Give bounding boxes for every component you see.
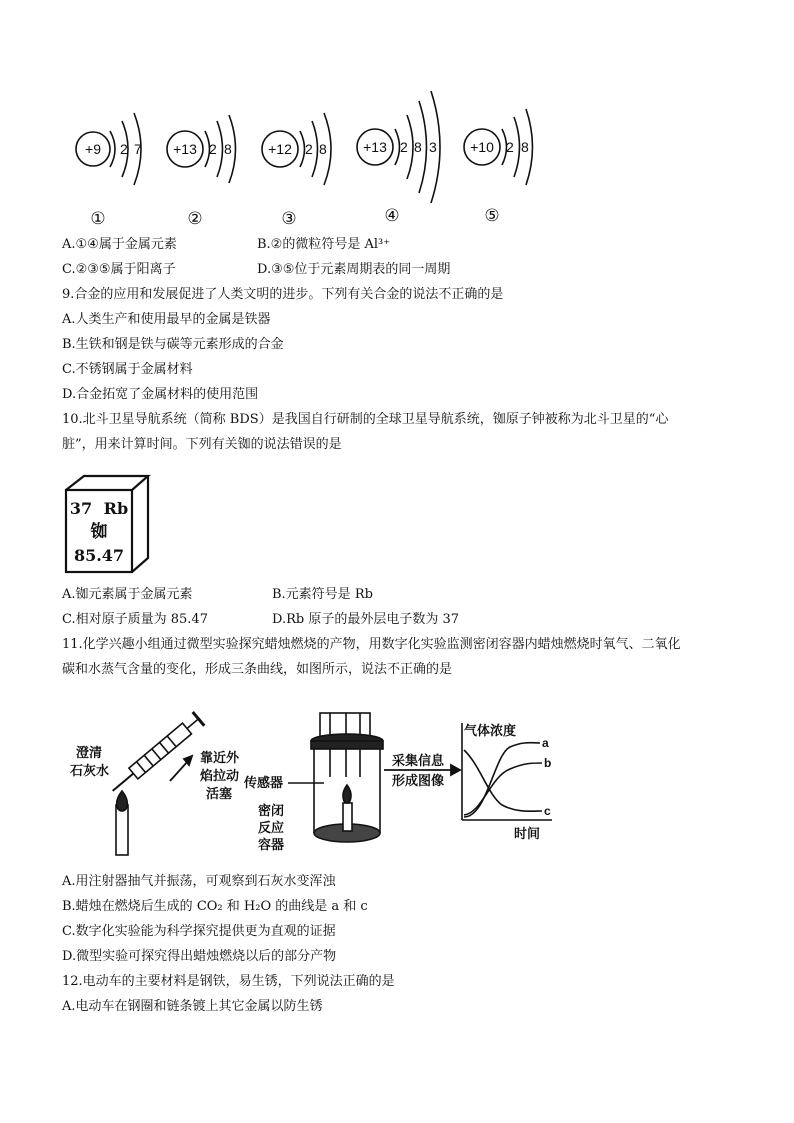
q10-option-d: D.Rb 原子的最外层电子数为 37 bbox=[272, 612, 460, 627]
rb-symbol: Rb bbox=[103, 499, 129, 518]
q8-option-d: D.③⑤位于元素周期表的同一周期 bbox=[257, 262, 451, 277]
curve-b-label: b bbox=[544, 756, 552, 770]
atom-4-nucleus: +13 bbox=[363, 139, 387, 155]
candle-experiment-figure bbox=[62, 705, 562, 865]
rb-name: 铷 bbox=[90, 522, 108, 541]
rb-atomic-number: 37 bbox=[69, 499, 93, 518]
atom-5-shell-2: 8 bbox=[521, 139, 529, 155]
atom-3-label: ③ bbox=[281, 209, 297, 228]
pull-direction-arrow-icon bbox=[170, 756, 192, 781]
q8-option-c: C.②③⑤属于阳离子 bbox=[62, 262, 176, 277]
q10-stem-line-1: 10.北斗卫星导航系统（简称 BDS）是我国自行研制的全球卫星导航系统，铷原子钟被称为北斗卫星的“心 bbox=[62, 412, 669, 427]
sensor-label: 传感器 bbox=[244, 775, 284, 790]
rb-atomic-mass: 85.47 bbox=[73, 546, 125, 565]
container-label-3: 容器 bbox=[258, 837, 285, 852]
syringe-icon bbox=[107, 712, 204, 798]
atom-1-shell-2: 7 bbox=[134, 141, 142, 157]
sealed-container-icon bbox=[288, 713, 383, 842]
atom-1-nucleus: +9 bbox=[85, 141, 101, 157]
rubidium-element-tile bbox=[62, 472, 152, 577]
atom-3-shell-2: 8 bbox=[319, 141, 327, 157]
limewater-label-1: 澄清 bbox=[76, 745, 103, 760]
atom-2-shell-1: 2 bbox=[209, 141, 217, 157]
candle-icon bbox=[116, 791, 128, 855]
q8-option-a: A.①④属于金属元素 bbox=[62, 237, 177, 252]
atom-5-label: ⑤ bbox=[484, 206, 500, 225]
q11-option-c: C.数字化实验能为科学探究提供更为直观的证据 bbox=[62, 924, 336, 939]
q11-option-b: B.蜡烛在燃烧后生成的 CO₂ 和 H₂O 的曲线是 a 和 c bbox=[62, 899, 368, 914]
q11-option-d: D.微型实验可探究得出蜡烛燃烧以后的部分产物 bbox=[62, 949, 337, 964]
collect-label-2: 形成图像 bbox=[392, 773, 445, 788]
svg-text:37 Rb bbox=[70, 499, 128, 518]
atom-5-nucleus: +10 bbox=[470, 139, 494, 155]
pull-label-1: 靠近外 bbox=[200, 750, 240, 765]
limewater-label-2: 石灰水 bbox=[70, 763, 110, 778]
atom-5-shell-1: 2 bbox=[506, 139, 514, 155]
pull-label-3: 活塞 bbox=[206, 786, 233, 801]
q10-option-a: A.铷元素属于金属元素 bbox=[62, 587, 193, 602]
atom-2-nucleus: +13 bbox=[173, 141, 197, 157]
q9-option-a: A.人类生产和使用最早的金属是铁器 bbox=[62, 312, 271, 327]
atom-structure-diagrams bbox=[62, 88, 542, 228]
q9-option-c: C.不锈钢属于金属材料 bbox=[62, 362, 193, 377]
pull-label-2: 焰拉动 bbox=[200, 768, 240, 783]
q8-option-b: B.②的微粒符号是 Al³⁺ bbox=[257, 237, 391, 252]
q12-option-a: A.电动车在钢圈和链条镀上其它金属以防生锈 bbox=[62, 999, 323, 1014]
q9-stem: 9.合金的应用和发展促进了人类文明的进步。下列有关合金的说法不正确的是 bbox=[62, 287, 504, 302]
atom-3-nucleus: +12 bbox=[268, 141, 292, 157]
curve-a-label: a bbox=[542, 736, 549, 750]
q9-option-d: D.合金拓宽了金属材料的使用范围 bbox=[62, 387, 259, 402]
curve-c bbox=[464, 750, 542, 811]
atom-4-shell-2: 8 bbox=[414, 139, 422, 155]
container-label-1: 密闭 bbox=[258, 803, 285, 818]
curve-c-label: c bbox=[544, 804, 551, 818]
q10-option-c: C.相对原子质量为 85.47 bbox=[62, 612, 208, 627]
q11-stem-line-1: 11.化学兴趣小组通过微型实验探究蜡烛燃烧的产物，用数字化实验监测密闭容器内蜡烛燃烧时氧气、二氧化 bbox=[62, 637, 681, 652]
graph-y-label: 气体浓度 bbox=[464, 724, 517, 739]
q10-stem-line-2: 脏”，用来计算时间。下列有关铷的说法错误的是 bbox=[62, 437, 342, 452]
atom-3-shell-1: 2 bbox=[305, 141, 313, 157]
atom-2-shell-2: 8 bbox=[224, 141, 232, 157]
q11-stem-line-2: 碳和水蒸气含量的变化，形成三条曲线，如图所示，说法不正确的是 bbox=[62, 662, 453, 677]
q11-option-a: A.用注射器抽气并振荡，可观察到石灰水变浑浊 bbox=[62, 874, 336, 889]
container-label-2: 反应 bbox=[258, 820, 285, 835]
atom-4-shell-3: 3 bbox=[429, 139, 437, 155]
curve-b bbox=[464, 763, 542, 815]
q9-option-b: B.生铁和钢是铁与碳等元素形成的合金 bbox=[62, 337, 284, 352]
atom-2-label: ② bbox=[187, 209, 203, 228]
atom-4-shell-1: 2 bbox=[400, 139, 408, 155]
atom-1-shell-1: 2 bbox=[120, 141, 128, 157]
atom-4-label: ④ bbox=[384, 206, 400, 225]
q10-option-b: B.元素符号是 Rb bbox=[272, 587, 373, 602]
q12-stem: 12.电动车的主要材料是钢铁，易生锈，下列说法正确的是 bbox=[62, 974, 395, 989]
graph-x-label: 时间 bbox=[514, 827, 541, 842]
collect-label-1: 采集信息 bbox=[392, 753, 445, 768]
atom-1-label: ① bbox=[90, 209, 106, 228]
